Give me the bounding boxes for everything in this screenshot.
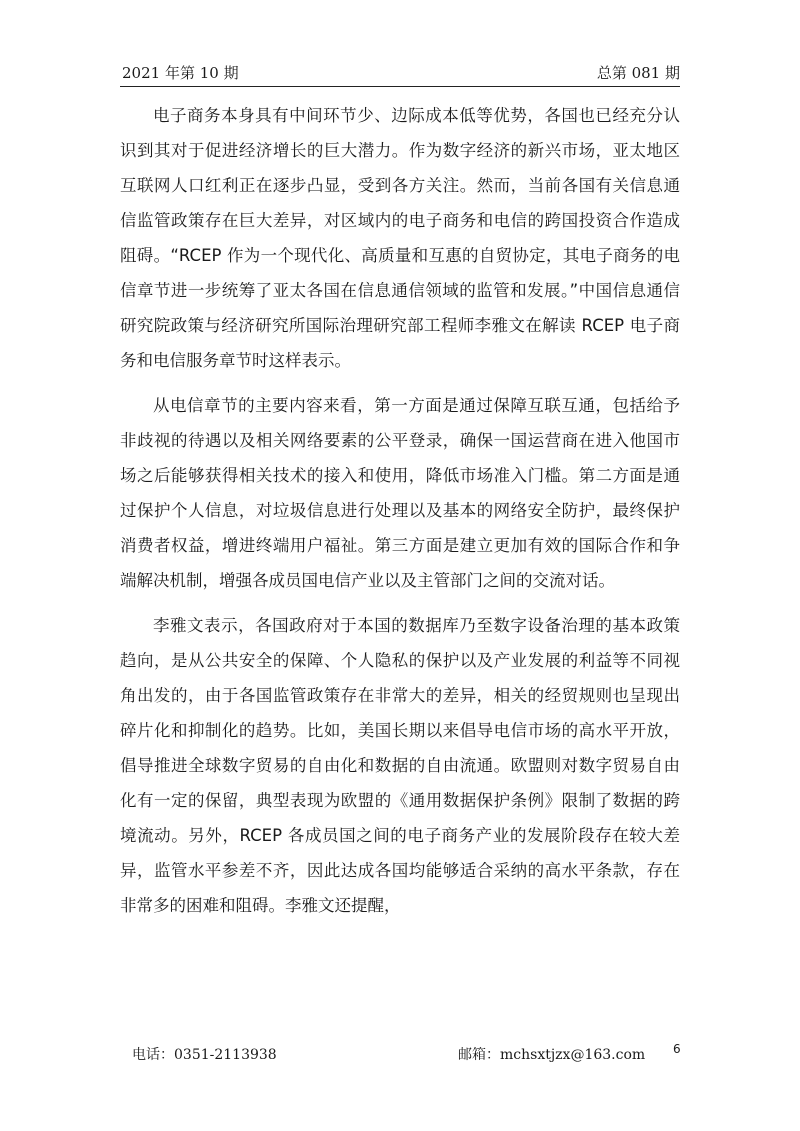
paragraph-1: 电子商务本身具有中间环节少、边际成本低等优势，各国也已经充分认识到其对于促进经济增长的巨大潜力。作为数字经济的新兴市场，亚太地区互联网人口红利正在逐步凸显，受到各方关注。然而，当前各国有关信息通信监管政策存在巨大差异，对区域内的电子商务和电信的跨国投资合作造成阻碍。“RCEP 作为一个现代化、高质量和互惠的自贸协定，其电子商务的电信章节进一步统筹了亚太各国在信息通信领域的监管和发展。”中国信息通信研究院政策与经济研究所国际治理研究部工程师李雅文在解读 RCEP 电子商务和电信服务章节时这样表示。 — [120, 106, 680, 370]
paragraph-3: 李雅文表示，各国政府对于本国的数据库乃至数字设备治理的基本政策趋向，是从公共安全的保障、个人隐私的保护以及产业发展的利益等不同视角出发的，由于各国监管政策存在非常大的差异，相关的经贸规则也呈现出碎片化和抑制化的趋势。比如，美国长期以来倡导电信市场的高水平开放，倡导推进全球数字贸易的自由化和数据的自由流通。欧盟则对数字贸易自由化有一定的保留，典型表现为欧盟的《通用数据保护条例》限制了数据的跨境流动。另外，RCEP 各成员国之间的电子商务产业的发展阶段存在较大差异，监管水平参差不齐，因此达成各国均能够适合采纳的高水平条款，存在非常多的困难和阻碍。李雅文还提醒， — [120, 616, 680, 915]
contact-phone: 电话：0351-2113938 — [132, 1047, 277, 1063]
page-footer — [120, 1044, 680, 1066]
total-issue-label: 总第 081 期 — [596, 64, 680, 82]
header-divider — [120, 86, 680, 87]
page-number: 6 — [673, 1042, 681, 1056]
contact-email: 邮箱：mchsxtjzx@163.com — [458, 1047, 646, 1063]
paragraph-2: 从电信章节的主要内容来看，第一方面是通过保障互联互通，包括给予非歧视的待遇以及相关网络要素的公平登录，确保一国运营商在进入他国市场之后能够获得相关技术的接入和使用，降低市场准入门槛。第二方面是通过保护个人信息，对垃圾信息进行处理以及基本的网络安全防护，最终保护消费者权益，增进终端用户福祉。第三方面是建立更加有效的国际合作和争端解决机制，增强各成员国电信产业以及主管部门之间的交流对话。 — [120, 396, 680, 590]
issue-label: 2021 年第 10 期 — [122, 64, 239, 82]
article-body — [120, 98, 680, 933]
page-header — [120, 62, 680, 84]
